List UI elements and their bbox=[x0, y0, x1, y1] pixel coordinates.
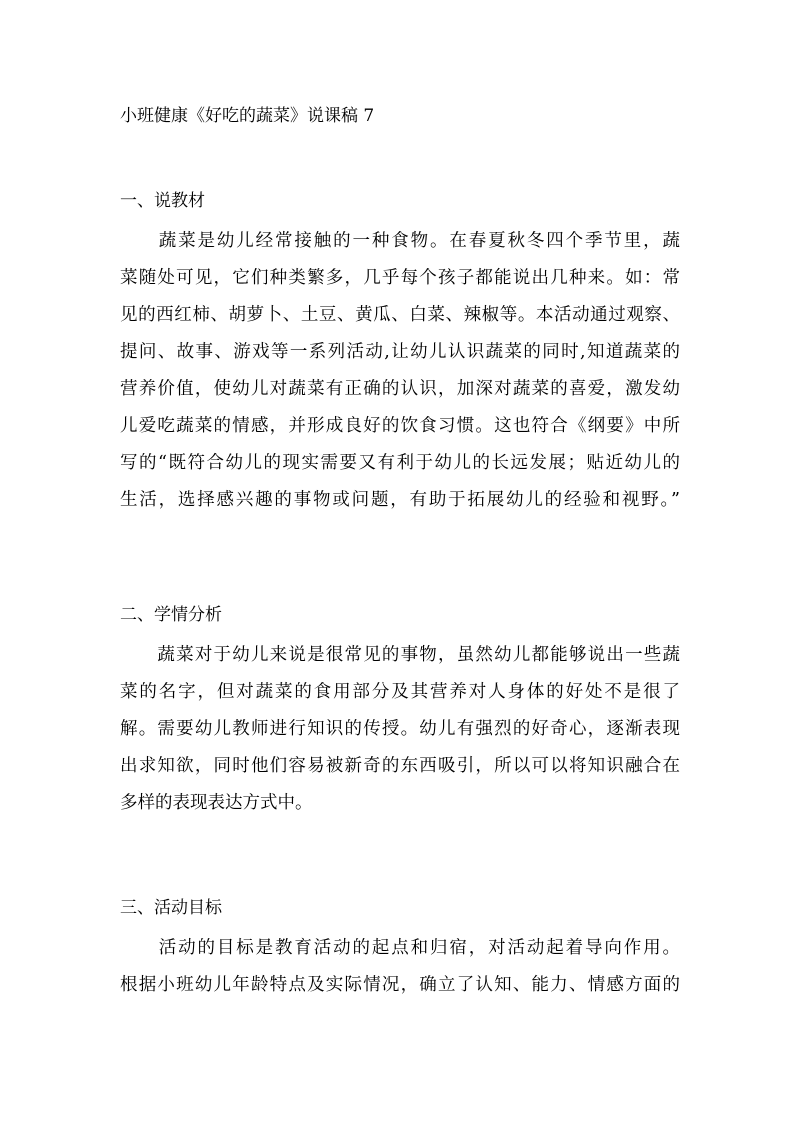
section-heading-learner-analysis: 二、学情分析 bbox=[120, 605, 222, 625]
paragraph-line: 菜的名字，但对蔬菜的食用部分及其营养对人身体的好处不是很了 bbox=[120, 682, 680, 702]
paragraph-line: 根据小班幼儿年龄特点及实际情况，确立了认知、能力、情感方面的 bbox=[120, 975, 680, 995]
paragraph-line: 解。需要幼儿教师进行知识的传授。幼儿有强烈的好奇心，逐渐表现 bbox=[120, 719, 680, 739]
section-heading-textbook: 一、说教材 bbox=[120, 191, 205, 211]
paragraph-line: 见的西红柿、胡萝卜、土豆、黄瓜、白菜、辣椒等。本活动通过观察、 bbox=[120, 305, 680, 325]
paragraph-line: 营养价值，使幼儿对蔬菜有正确的认识，加深对蔬菜的喜爱，激发幼 bbox=[120, 379, 680, 399]
paragraph-line: 多样的表现表达方式中。 bbox=[120, 793, 313, 813]
section-heading-activity-goals: 三、活动目标 bbox=[120, 898, 222, 918]
document-title: 小班健康《好吃的蔬菜》说课稿 7 bbox=[120, 106, 375, 126]
paragraph-line: 出求知欲，同时他们容易被新奇的东西吸引，所以可以将知识融合在 bbox=[120, 756, 680, 776]
section-paragraph-learner-analysis bbox=[120, 637, 680, 822]
paragraph-line: 提问、故事、游戏等一系列活动,让幼儿认识蔬菜的同时,知道蔬菜的 bbox=[120, 342, 680, 362]
paragraph-line: 蔬菜对于幼儿来说是很常见的事物，虽然幼儿都能够说出一些蔬 bbox=[120, 645, 680, 665]
section-paragraph-textbook bbox=[120, 223, 680, 519]
paragraph-line: 活动的目标是教育活动的起点和归宿，对活动起着导向作用。 bbox=[120, 938, 680, 958]
paragraph-line: 儿爱吃蔬菜的情感，并形成良好的饮食习惯。这也符合《纲要》中所 bbox=[120, 416, 680, 436]
paragraph-line: 生活，选择感兴趣的事物或问题，有助于拓展幼儿的经验和视野。” bbox=[120, 490, 680, 510]
paragraph-line: 菜随处可见，它们种类繁多，几乎每个孩子都能说出几种来。如：常 bbox=[120, 268, 680, 288]
paragraph-line: 蔬菜是幼儿经常接触的一种食物。在春夏秋冬四个季节里，蔬 bbox=[120, 231, 680, 251]
paragraph-line: 写的“既符合幼儿的现实需要又有利于幼儿的长远发展；贴近幼儿的 bbox=[120, 453, 680, 473]
section-paragraph-activity-goals bbox=[120, 930, 680, 1004]
